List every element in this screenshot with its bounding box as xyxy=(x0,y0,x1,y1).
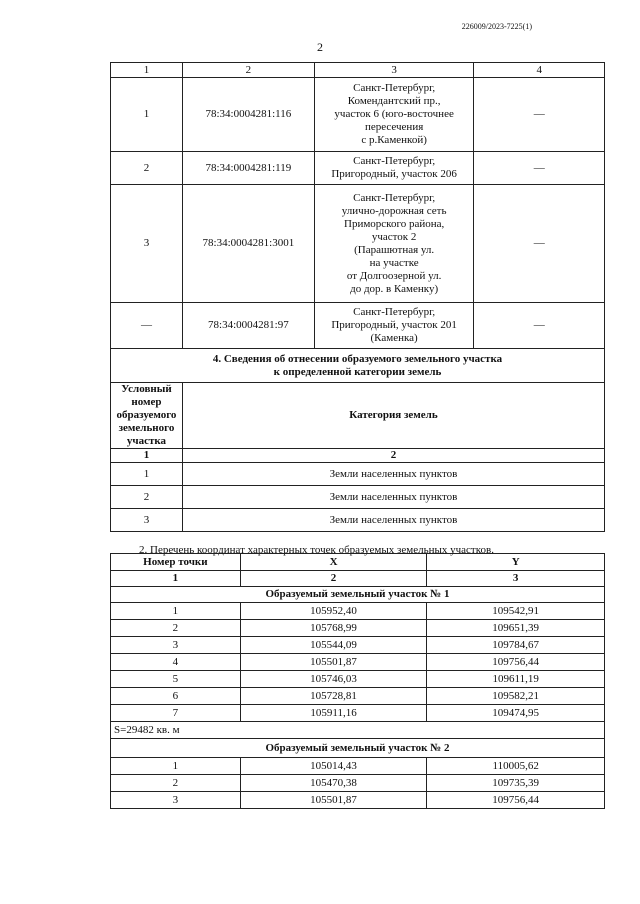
page-number: 2 xyxy=(317,40,323,54)
table-row xyxy=(111,152,605,185)
parcel-title: Образуемый земельный участок № 1 xyxy=(111,587,605,603)
note-cell: — xyxy=(474,185,605,303)
point-number: 2 xyxy=(111,775,241,792)
address-line: пересечения xyxy=(364,121,424,133)
parcel-area: S=29482 кв. м xyxy=(111,722,605,739)
address-cell xyxy=(314,303,474,349)
col-number: 2 xyxy=(182,63,314,78)
parcel-title-row xyxy=(111,739,605,758)
x-value: 105768,99 xyxy=(240,620,427,637)
address-line: от Долгоозерной ул. xyxy=(346,269,442,282)
table-row xyxy=(111,654,605,671)
cadastral-number: 78:34:0004281:119 xyxy=(182,152,314,185)
col-number: 1 xyxy=(111,63,183,78)
category-row xyxy=(111,486,605,509)
y-value: 110005,62 xyxy=(427,758,605,775)
point-number: 5 xyxy=(111,671,241,688)
table-row xyxy=(111,792,605,809)
section4-title xyxy=(111,349,605,383)
coordinates-table xyxy=(110,553,605,809)
address-cell xyxy=(314,152,474,185)
row-number: — xyxy=(111,303,183,349)
col-number: 3 xyxy=(314,63,474,78)
row-number: 1 xyxy=(111,78,183,152)
header-line: образуемого xyxy=(116,409,177,421)
col-number: 2 xyxy=(182,449,604,463)
section4-title-line: 4. Сведения об отнесении образуемого земельного участка xyxy=(212,352,503,365)
x-value: 105544,09 xyxy=(240,637,427,654)
point-number: 3 xyxy=(111,792,241,809)
parcel-title-row xyxy=(111,587,605,603)
y-value: 109735,39 xyxy=(427,775,605,792)
col-number: 1 xyxy=(111,449,183,463)
coordinates-header xyxy=(111,554,605,571)
category-row xyxy=(111,463,605,486)
cadastral-number: 78:34:0004281:116 xyxy=(182,78,314,152)
x-value: 105952,40 xyxy=(240,603,427,620)
point-number: 4 xyxy=(111,654,241,671)
y-value: 109756,44 xyxy=(427,792,605,809)
row-number: 2 xyxy=(111,152,183,185)
address-cell xyxy=(314,185,474,303)
parcel-number: 1 xyxy=(111,463,183,486)
y-value: 109784,67 xyxy=(427,637,605,654)
header-line: Условный номер xyxy=(121,383,172,408)
cadastral-number: 78:34:0004281:3001 xyxy=(182,185,314,303)
address-line: (Парашютная ул. xyxy=(354,243,435,256)
document-id: 226009/2023-7225(1) xyxy=(461,22,532,31)
table1-column-numbers xyxy=(111,63,605,78)
col-number: 1 xyxy=(111,571,241,587)
address-line: Пригородный, участок 206 xyxy=(331,168,457,180)
table-row xyxy=(111,705,605,722)
x-header: X xyxy=(240,554,427,571)
section4-title-line: к определенной категории земель xyxy=(273,365,442,378)
address-line: Пригородный, участок 201 xyxy=(331,319,457,331)
y-value: 109756,44 xyxy=(427,654,605,671)
table-row xyxy=(111,758,605,775)
address-line: Санкт-Петербург, xyxy=(353,82,436,94)
row-number: 3 xyxy=(111,185,183,303)
address-line: Санкт-Петербург, xyxy=(353,306,436,318)
coordinates-column-numbers xyxy=(111,571,605,587)
point-number: 1 xyxy=(111,758,241,775)
point-number: 6 xyxy=(111,688,241,705)
parcel-title: Образуемый земельный участок № 2 xyxy=(111,739,605,758)
section4-title-row xyxy=(111,349,605,383)
table-row xyxy=(111,303,605,349)
x-value: 105014,43 xyxy=(240,758,427,775)
paragraph-2: 2. Перечень координат характерных точек образуемых земельных участков. xyxy=(139,544,494,556)
land-category-header: Категория земель xyxy=(182,383,604,449)
address-line: на участке xyxy=(369,256,419,269)
parcel-number: 2 xyxy=(111,486,183,509)
col-number: 2 xyxy=(240,571,427,587)
parcel-number-header xyxy=(111,383,183,449)
table-row xyxy=(111,688,605,705)
x-value: 105501,87 xyxy=(240,792,427,809)
x-value: 105911,16 xyxy=(240,705,427,722)
land-category: Земли населенных пунктов xyxy=(182,463,604,486)
address-line: до дор. в Каменку) xyxy=(350,282,439,295)
address-line: участок 6 (юго-восточнее xyxy=(334,108,454,120)
address-line: Приморского района, xyxy=(344,217,445,230)
col-number: 4 xyxy=(474,63,605,78)
parcels-table xyxy=(110,62,605,532)
point-number: 2 xyxy=(111,620,241,637)
point-number: 3 xyxy=(111,637,241,654)
address-line: с р.Каменкой) xyxy=(361,134,427,146)
address-line: Комендантский пр., xyxy=(347,95,441,107)
address-line: участок 2 xyxy=(371,230,417,243)
note-cell: — xyxy=(474,303,605,349)
table-row xyxy=(111,637,605,654)
point-number-header: Номер точки xyxy=(111,554,241,571)
address-cell xyxy=(314,78,474,152)
table-row xyxy=(111,775,605,792)
y-header: Y xyxy=(427,554,605,571)
address-line: Санкт-Петербург, xyxy=(353,191,436,204)
table-row xyxy=(111,78,605,152)
land-category: Земли населенных пунктов xyxy=(182,486,604,509)
x-value: 105746,03 xyxy=(240,671,427,688)
category-header-row xyxy=(111,383,605,449)
cadastral-number: 78:34:0004281:97 xyxy=(182,303,314,349)
y-value: 109611,19 xyxy=(427,671,605,688)
category-column-numbers xyxy=(111,449,605,463)
address-line: улично-дорожная сеть xyxy=(341,204,447,217)
x-value: 105470,38 xyxy=(240,775,427,792)
y-value: 109542,91 xyxy=(427,603,605,620)
header-line: участка xyxy=(126,435,167,447)
address-line: Санкт-Петербург, xyxy=(353,155,436,167)
note-cell: — xyxy=(474,152,605,185)
point-number: 7 xyxy=(111,705,241,722)
y-value: 109474,95 xyxy=(427,705,605,722)
table-row xyxy=(111,671,605,688)
x-value: 105728,81 xyxy=(240,688,427,705)
table-row xyxy=(111,185,605,303)
header-line: земельного xyxy=(118,422,175,434)
y-value: 109651,39 xyxy=(427,620,605,637)
col-number: 3 xyxy=(427,571,605,587)
note-cell: — xyxy=(474,78,605,152)
area-row xyxy=(111,722,605,739)
table-row xyxy=(111,603,605,620)
x-value: 105501,87 xyxy=(240,654,427,671)
point-number: 1 xyxy=(111,603,241,620)
category-row xyxy=(111,509,605,532)
land-category: Земли населенных пунктов xyxy=(182,509,604,532)
table-row xyxy=(111,620,605,637)
parcel-number: 3 xyxy=(111,509,183,532)
address-line: (Каменка) xyxy=(370,332,418,344)
y-value: 109582,21 xyxy=(427,688,605,705)
